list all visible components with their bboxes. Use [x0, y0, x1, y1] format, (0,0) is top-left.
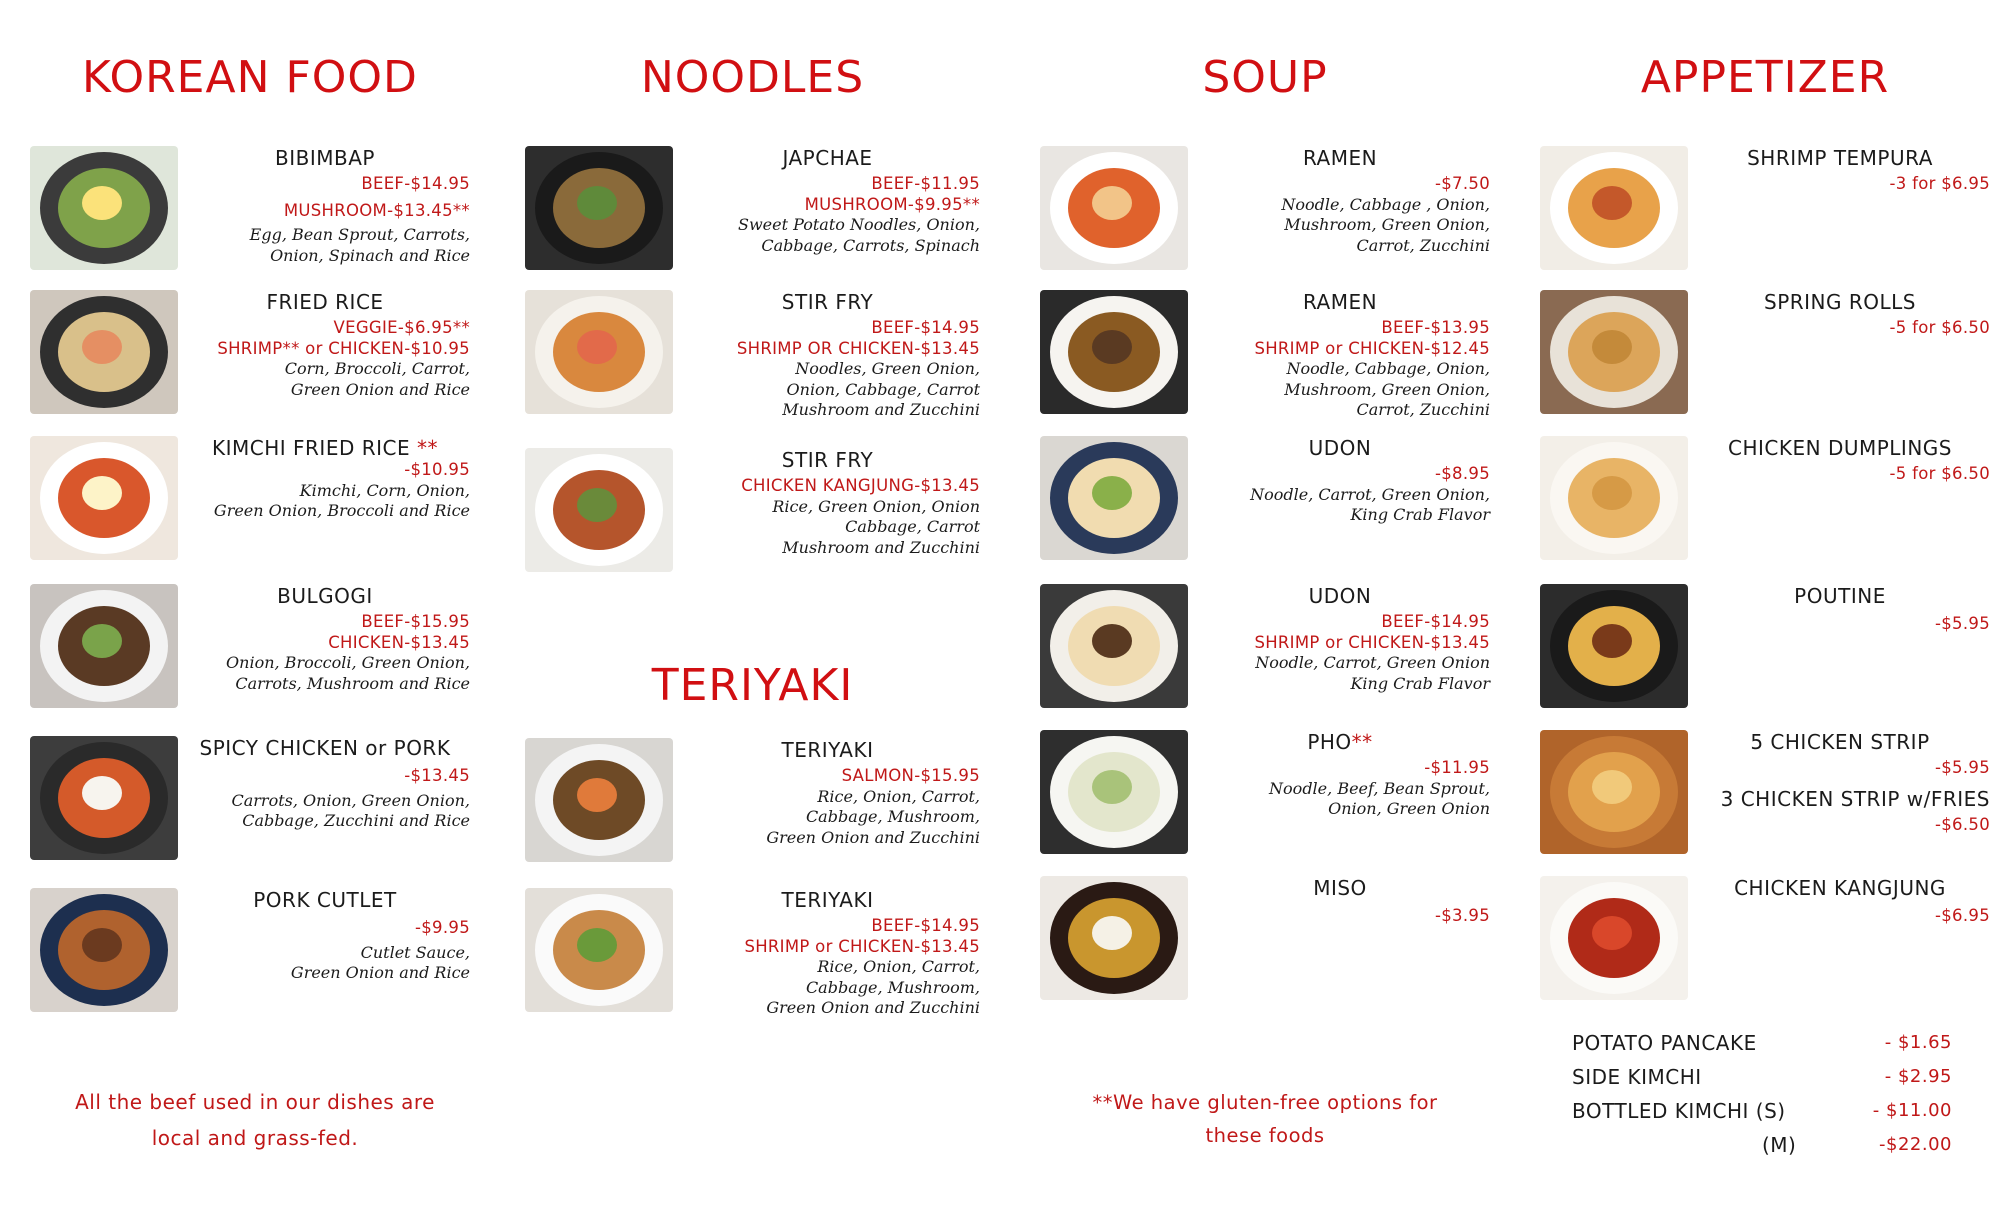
item-name: STIR FRY: [781, 448, 874, 472]
soup-column: [1040, 0, 1490, 1214]
item-description: Mushroom and Zucchini: [782, 537, 980, 557]
item-description: Mushroom, Green Onion,: [1284, 215, 1490, 234]
item-name: 5 CHICKEN STRIP: [1750, 730, 1930, 754]
item-name: STIR FRY: [781, 290, 874, 314]
item-description: Green Onion and Rice: [290, 963, 470, 982]
item-description: Corn, Broccoli, Carrot,: [284, 359, 470, 378]
item-description: Noodle, Beef, Bean Sprout,: [1269, 778, 1490, 798]
item-description: Green Onion, Broccoli and Rice: [213, 501, 470, 520]
item-description: Rice, Onion, Carrot,: [817, 957, 980, 976]
item-description: Onion, Green Onion: [1328, 799, 1490, 818]
item-price: BEEF-$14.95: [361, 174, 470, 193]
item-name: POUTINE: [1794, 584, 1886, 608]
item-price: BEEF-$14.95: [1381, 612, 1490, 631]
item-description: Cabbage, Zucchini and Rice: [242, 811, 470, 830]
item-price: CHICKEN-$13.45: [328, 632, 470, 652]
item-price: SHRIMP OR CHICKEN-$13.45: [736, 338, 980, 358]
item-description: Carrots, Onion, Green Onion,: [231, 790, 470, 810]
item-name: MISO: [1313, 876, 1367, 900]
item-name: JAPCHAE: [782, 146, 873, 170]
item-name: RAMEN: [1302, 290, 1378, 314]
salmon-teriyaki-photo: [525, 738, 673, 862]
item-price: SHRIMP or CHICKEN-$13.45: [1254, 632, 1490, 652]
item-price: BEEF-$15.95: [361, 612, 470, 631]
item-price: -$8.95: [1435, 464, 1490, 483]
extra-name: SIDE KIMCHI: [1572, 1065, 1702, 1089]
stir-fry-photo: [525, 290, 673, 414]
section-title: NOODLES: [640, 52, 865, 103]
chicken-strip-photo: [1540, 730, 1688, 854]
item-price: -$11.95: [1424, 758, 1490, 777]
item-name: PHO**: [1307, 730, 1373, 754]
section-title: KOREAN FOOD: [82, 52, 418, 103]
chicken-kangjung-photo: [1540, 876, 1688, 1000]
item-name: CHICKEN KANGJUNG: [1734, 876, 1946, 900]
item-description: Cabbage, Mushroom,: [805, 977, 980, 997]
extra-item: [1572, 1094, 1952, 1128]
item-price: SHRIMP or CHICKEN-$13.45: [744, 936, 980, 956]
item-price: -$7.50: [1435, 174, 1490, 193]
item-price: MUSHROOM-$13.45**: [283, 200, 470, 220]
bulgogi-photo: [30, 584, 178, 708]
noodles-column: [525, 0, 980, 1214]
japchae-photo: [525, 146, 673, 270]
item-name: CHICKEN DUMPLINGS: [1728, 436, 1952, 460]
item-name: RAMEN: [1302, 146, 1378, 170]
item-name: SPICY CHICKEN or PORK: [199, 736, 451, 760]
item-price: -$5.95: [1935, 614, 1990, 633]
item-name: 3 CHICKEN STRIP w/FRIES: [1720, 786, 1990, 811]
item-name: PORK CUTLET: [253, 888, 397, 912]
section-title: SOUP: [1202, 52, 1328, 103]
extra-item: [1572, 1026, 1952, 1060]
item-price: -3 for $6.95: [1889, 174, 1990, 193]
item-description: Kimchi, Corn, Onion,: [299, 480, 470, 500]
gluten-free-note: **We have gluten-free options for these foods: [1092, 1091, 1438, 1147]
item-description: Green Onion and Rice: [290, 379, 470, 399]
item-description: Carrot, Zucchini: [1356, 400, 1490, 419]
item-description: Noodles, Green Onion,: [795, 359, 980, 378]
item-price: -$10.95: [404, 460, 470, 479]
item-name: BULGOGI: [277, 584, 373, 608]
korean-food-column: [30, 0, 470, 1214]
item-description: Mushroom and Zucchini: [782, 400, 980, 419]
item-description: Noodle, Carrot, Green Onion: [1255, 653, 1490, 672]
extra-item: [1572, 1128, 1952, 1162]
stir-fry-kangjung-photo: [525, 448, 673, 572]
fried-rice-photo: [30, 290, 178, 414]
item-name: UDON: [1308, 436, 1372, 460]
extra-price: - $2.95: [1884, 1066, 1952, 1087]
pho-photo: [1040, 730, 1188, 854]
extra-price: - $11.00: [1872, 1100, 1952, 1121]
item-description: King Crab Flavor: [1350, 505, 1490, 524]
item-description: Carrot, Zucchini: [1356, 235, 1490, 255]
item-price: BEEF-$13.95: [1381, 318, 1490, 337]
udon-photo: [1040, 436, 1188, 560]
item-description: Cabbage, Mushroom,: [805, 807, 980, 826]
ramen-photo: [1040, 146, 1188, 270]
item-description: Onion, Cabbage, Carrot: [786, 379, 980, 399]
item-price: BEEF-$11.95: [871, 174, 980, 193]
spicy-chicken-photo: [30, 736, 178, 860]
item-description: Green Onion and Zucchini: [766, 827, 980, 847]
beef-ramen-photo: [1040, 290, 1188, 414]
item-price: SHRIMP** or CHICKEN-$10.95: [217, 338, 470, 358]
item-description: King Crab Flavor: [1350, 673, 1490, 693]
extra-item: [1572, 1060, 1952, 1094]
teriyaki-photo: [525, 888, 673, 1012]
appetizer-column: [1540, 0, 1990, 1214]
item-name: SHRIMP TEMPURA: [1747, 146, 1933, 170]
item-name: FRIED RICE: [266, 290, 384, 314]
item-description: Sweet Potato Noodles, Onion,: [737, 215, 980, 234]
bibimbap-photo: [30, 146, 178, 270]
extra-name: BOTTLED KIMCHI (S): [1572, 1099, 1786, 1123]
item-price: -$9.95: [415, 918, 470, 937]
item-price: -5 for $6.50: [1889, 464, 1990, 483]
item-description: Noodle, Carrot, Green Onion,: [1250, 484, 1490, 504]
item-description: Rice, Green Onion, Onion: [772, 496, 980, 516]
item-price: -$13.45: [404, 766, 470, 785]
poutine-photo: [1540, 584, 1688, 708]
item-name: SPRING ROLLS: [1764, 290, 1916, 314]
kimchi-fried-rice-photo: [30, 436, 178, 560]
item-name: TERIYAKI: [781, 738, 874, 762]
item-price: CHICKEN KANGJUNG-$13.45: [741, 476, 980, 495]
section-title: TERIYAKI: [651, 660, 854, 711]
item-price: -$6.95: [1935, 906, 1990, 925]
item-description: Onion, Broccoli, Green Onion,: [226, 653, 470, 672]
item-price: BEEF-$14.95: [871, 916, 980, 935]
extra-price: - $1.65: [1884, 1032, 1952, 1053]
item-description: Cutlet Sauce,: [360, 942, 470, 962]
section-title: APPETIZER: [1640, 52, 1890, 103]
item-price: SALMON-$15.95: [841, 766, 980, 785]
item-price: BEEF-$14.95: [871, 318, 980, 337]
item-description: Green Onion and Zucchini: [766, 998, 980, 1017]
extra-name: POTATO PANCAKE: [1572, 1031, 1757, 1055]
item-name: TERIYAKI: [781, 888, 874, 912]
item-price: MUSHROOM-$9.95**: [804, 194, 980, 214]
item-description: Cabbage, Carrots, Spinach: [761, 235, 980, 255]
miso-photo: [1040, 876, 1188, 1000]
spring-rolls-photo: [1540, 290, 1688, 414]
item-price: -5 for $6.50: [1889, 318, 1990, 337]
item-description: Mushroom, Green Onion,: [1284, 379, 1490, 399]
chicken-dumplings-photo: [1540, 436, 1688, 560]
shrimp-tempura-photo: [1540, 146, 1688, 270]
item-name: BIBIMBAP: [275, 146, 375, 170]
item-name: KIMCHI FRIED RICE **: [212, 436, 438, 460]
pork-cutlet-photo: [30, 888, 178, 1012]
extras-list: [1572, 1026, 1952, 1162]
extra-name: (M): [1762, 1133, 1797, 1157]
item-name: UDON: [1308, 584, 1372, 608]
item-description: Noodle, Cabbage , Onion,: [1281, 194, 1490, 214]
item-description: Onion, Spinach and Rice: [270, 245, 470, 265]
item-description: Rice, Onion, Carrot,: [817, 786, 980, 806]
item-description: Carrots, Mushroom and Rice: [235, 673, 470, 693]
beef-udon-photo: [1040, 584, 1188, 708]
extra-price: -$22.00: [1879, 1134, 1952, 1155]
item-price: -$6.50: [1935, 814, 1990, 834]
item-description: Noodle, Cabbage, Onion,: [1286, 359, 1490, 378]
beef-note: All the beef used in our dishes are local and grass-fed.: [75, 1090, 435, 1150]
item-price: VEGGIE-$6.95**: [333, 318, 470, 337]
item-price: -$5.95: [1935, 758, 1990, 777]
item-price: SHRIMP or CHICKEN-$12.45: [1254, 338, 1490, 358]
item-description: Egg, Bean Sprout, Carrots,: [249, 225, 470, 244]
item-description: Cabbage, Carrot: [845, 517, 980, 536]
item-price: -$3.95: [1435, 906, 1490, 925]
